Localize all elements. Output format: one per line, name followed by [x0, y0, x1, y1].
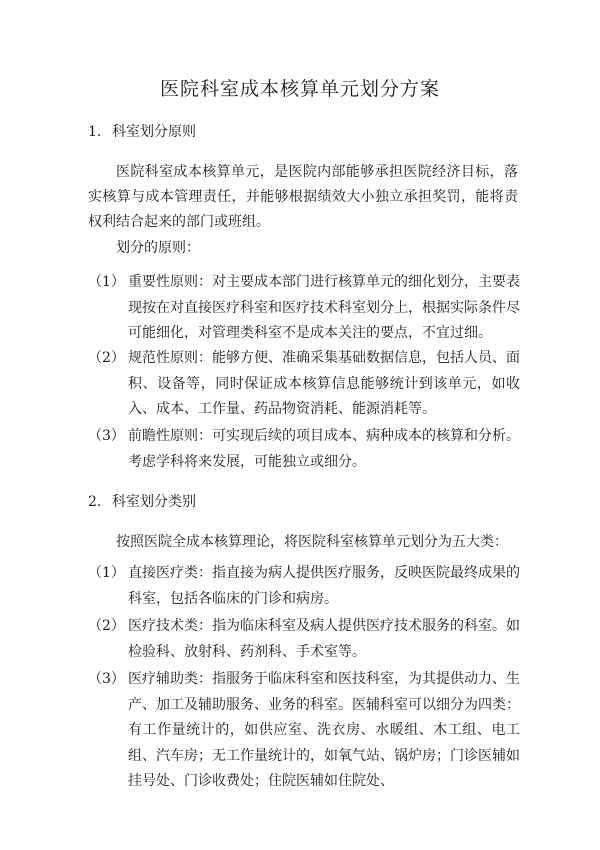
principle-item-2-marker: （2）	[88, 350, 125, 366]
principle-item-1-marker: （1）	[88, 274, 125, 290]
section-1-intro: 医院科室成本核算单元，是医院内部能够承担医院经济目标，落实核算与成本管理责任，并能够根据绩效大小独立承担奖罚，能将责权利结合起来的部门或班组。	[88, 164, 518, 230]
document-title: 医院科室成本核算单元划分方案	[159, 78, 440, 100]
principle-item-3-marker: （3）	[88, 428, 125, 444]
category-item-3-marker: （3）	[88, 671, 125, 687]
section-2-number: 2.	[88, 494, 102, 510]
principle-item-1-text: 重要性原则：对主要成本部门进行核算单元的细化划分，主要表现按在对直接医疗科室和医疗技术科室划分上，根据实际条件尽可能细化，对管理类科室不是成本关注的要点，不宜过细。	[128, 274, 520, 341]
category-item-3-text: 医疗辅助类：指服务于临床科室和医技科室，为其提供动力、生产、加工及辅助服务、业务的科室。医辅科室可以细分为四类：有工作量统计的，如供应室、洗衣房、水暖组、木工组、电工组、汽车房；无工作量统计的，如氧气站、锅炉房；门诊医辅如挂号处、门诊收费处；住院医辅如住院处、	[128, 671, 520, 789]
principle-item-1	[88, 270, 520, 347]
category-item-1-marker: （1）	[88, 565, 125, 581]
section-2-heading	[88, 492, 196, 512]
section-1-title: 科室划分原则	[112, 124, 196, 140]
section-1-number: 1.	[88, 124, 102, 140]
principle-item-3-text: 前瞻性原则：可实现后续的项目成本、病种成本的核算和分析。考虑学科将来发展，可能独立或细分。	[128, 428, 520, 470]
section-2-title: 科室划分类别	[112, 494, 196, 510]
category-item-2	[88, 614, 520, 665]
principle-item-2	[88, 346, 520, 423]
section-1-heading	[88, 122, 196, 142]
category-item-2-marker: （2）	[88, 618, 125, 634]
category-item-3	[88, 667, 520, 795]
section-2-intro: 按照医院全成本核算理论，将医院科室核算单元划分为五大类：	[116, 534, 508, 550]
principles-label: 划分的原则：	[116, 240, 200, 256]
principle-item-3	[88, 424, 520, 475]
category-item-1-text: 直接医疗类：指直接为病人提供医疗服务，反映医院最终成果的科室，包括各临床的门诊和病房。	[128, 565, 520, 607]
category-item-2-text: 医疗技术类：指为临床科室及病人提供医疗技术服务的科室。如检验科、放射科、药剂科、手术室等。	[128, 618, 520, 660]
category-item-1	[88, 561, 520, 612]
principle-item-2-text: 规范性原则：能够方便、准确采集基础数据信息，包括人员、面积、设备等，同时保证成本核算信息能够统计到该单元，如收入、成本、工作量、药品物资消耗、能源消耗等。	[128, 350, 520, 417]
